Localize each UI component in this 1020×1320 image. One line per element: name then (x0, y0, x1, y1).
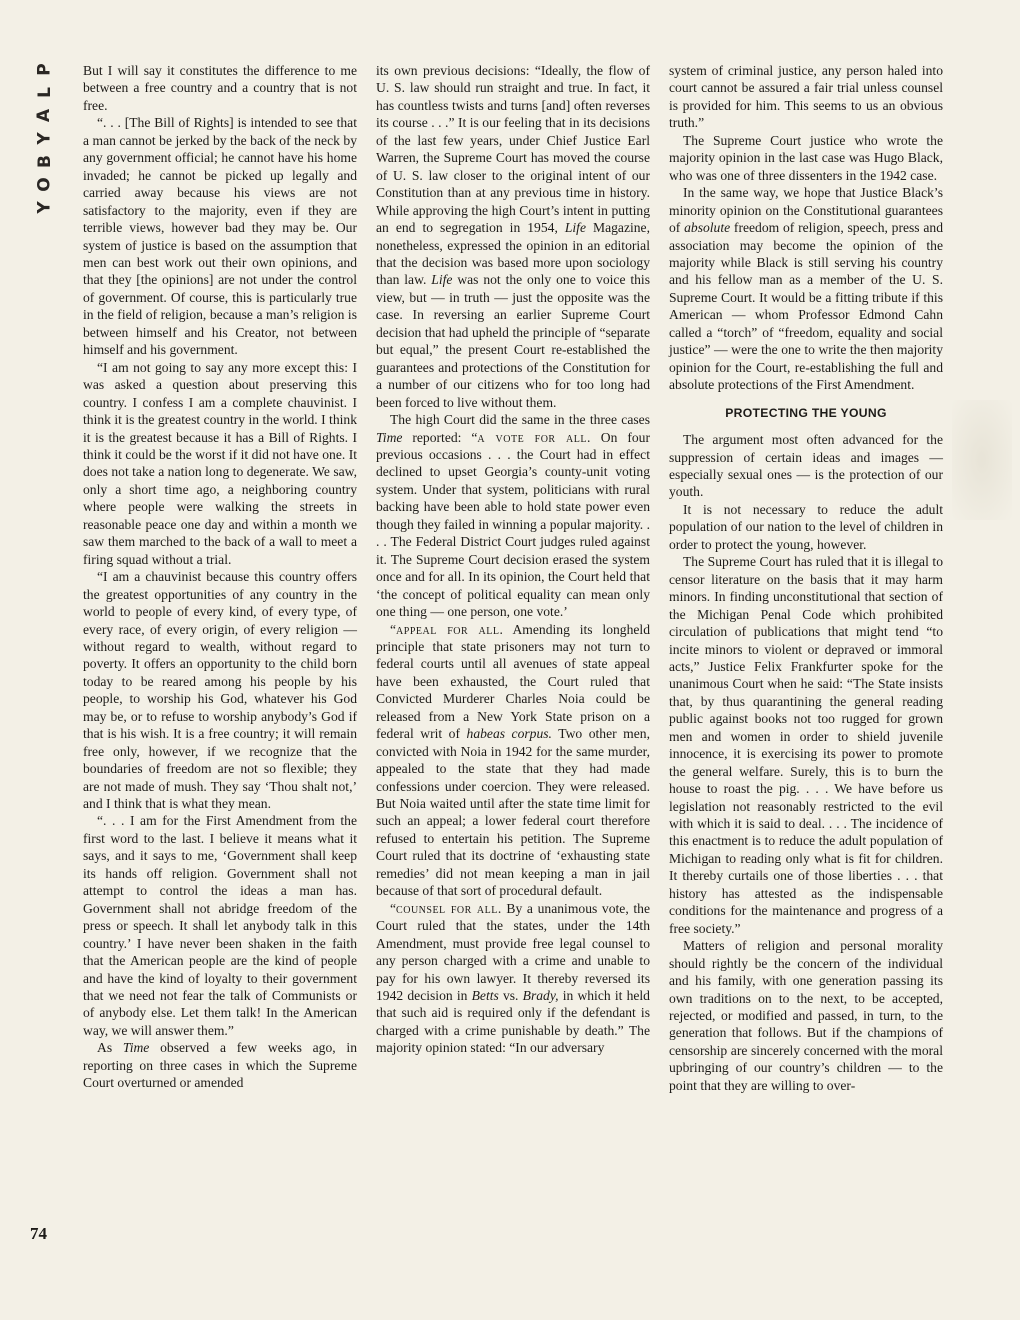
paragraph: The high Court did the same in the three cases Time reported: “a vote for all. On four previous occasions . . . the Court had in effect declined to upset Georgia’s county-unit voting system. Under that system, politicians with rural backing have been able to hold state power even though they failed in winning a popular majority. . . . The Federal District Court judges ruled against it. The Supreme Court decision erased the system once and for all. In its opinion, the Court held that ‘the concept of political equality can mean only one thing — one person, one vote.’ (376, 412, 650, 620)
paragraph: “I am a chauvinist because this country offers the greatest opportunities of any country in the world to people of every kind, of every type, of every race, of every origin, of every religion — without regard to wealth, without regard to poverty. It offers an opportunity to the child born today to be reared among his people by his people, to worship his God, whatever his God may be, or to refuse to worship anybody’s God if that is his wish. It is a free country; it will remain free only, however, if we recognize that the boundaries of freedom are not so flexible; they are not made of mush. They say ‘Thou shalt not,’ and I think that is what they mean. (83, 569, 357, 812)
paragraph: In the same way, we hope that Justice Black’s minority opinion on the Constitutional guarantees of absolute freedom of religion, speech, press and association may become the opinion of the majority while Black is still serving his country and his fellow man as a member of the U. S. Supreme Court. It would be a fitting tribute if this American — whom Professor Edmond Cahn called a “torch” of “freedom, equality and social justice” — were the one to write the then majority opinion for the Court, re-establishing the full and absolute protections of the First Amendment. (669, 185, 943, 393)
paragraph: “. . . [The Bill of Rights] is intended to see that a man cannot be jerked by the back of the neck by any government official; he cannot have his home invaded; he cannot be picked up legally and carried away because his views are not satisfactory to the majority, even if they are terrible views, however bad they may be. Our system of justice is based on the assumption that men can best work out their own opinions, and that they [the opinions] are not under the control of government. Of course, this is particularly true in the field of religion, because a man’s religion is between himself and his Creator, not between himself and his government. (83, 115, 357, 358)
paragraph: The Supreme Court justice who wrote the majority opinion in the last case was Hugo Black, who was one of three dissenters in the 1942 case. (669, 132, 943, 183)
paragraph: “. . . I am for the First Amendment from the first word to the last. I believe it means what it says, and it says to me, ‘Government shall keep its hands off religion. Government shall not attempt to control the ideas a man has. Government shall not abridge freedom of the press or speech. It shall let anybody talk in this country.’ I have never been shaken in the faith that the American people are the kind of people and have the kind of loyalty to their government that we need not fear the talk of Communists or of anybody else. Let them talk! In the American way, we will answer them.” (83, 813, 357, 1038)
paragraph: system of criminal justice, any person haled into court cannot be assured a fair trial unless counsel is provided for him. This seems to us an obvious truth.” (669, 63, 943, 131)
masthead-letter: Y (34, 132, 55, 145)
masthead-letter: A (34, 108, 55, 123)
paragraph: “counsel for all. By a unanimous vote, the Court ruled that the states, under the 14th Amendment, must provide free legal counsel to any person charged with a crime and unable to pay for his own lawyer. It thereby reversed its 1942 decision in Betts vs. Brady, in which it held that such aid is required only if the defendant is charged with a crime punishable by death.” The majority opinion stated: “In our adversary (376, 900, 650, 1056)
paragraph: Matters of religion and personal morality should rightly be the concern of the individual and his family, with one generation passing its own traditions on to the next, to be accepted, rejected, or modified and passed, in turn, to the generation that follows. But if the champions of censorship are sincerely concerned with the moral upbringing of our country’s children — to the point that they are willing to over- (669, 938, 943, 1093)
masthead-letter: L (34, 87, 55, 98)
masthead-vertical (30, 58, 60, 219)
masthead-letter: Y (34, 201, 55, 214)
column-2 (376, 62, 650, 1057)
paragraph: The Supreme Court has ruled that it is illegal to censor literature on the basis that it may harm minors. In finding unconstitutional that section of the Michigan Penal Code which prohibited circulation of publications that might tend “to incite minors to violent or depraved or immoral acts,” Justice Felix Frankfurter spoke for the unanimous Court when he said: “The State insists that, by thus quarantining the general reading public against books not too rugged for grown men and women in order to shield juvenile innocence, it is exercising its power to promote the general welfare. Surely, this is to burn the house to roast the pig. . . . We have before us legislation not reasonably restricted to the evil with which it is said to deal. . . . The incidence of this enactment is to reduce the adult population of Michigan to reading only what is fit for children. It thereby curtails one of those liberties . . . that history has attested as the indispensable conditions for the maintenance and progress of a free society.” (669, 554, 943, 936)
column-3 (669, 62, 943, 1094)
section-subhead: PROTECTING THE YOUNG (725, 405, 887, 420)
paper-stain (952, 400, 1012, 520)
masthead-letter: O (34, 177, 55, 192)
masthead-letter: B (34, 155, 55, 168)
page-number: 74 (30, 1224, 47, 1243)
paragraph: “I am not going to say any more except this: I was asked a question about preserving this country. I confess I am a complete chauvinist. I think it is the greatest country in the world. I think it is the greatest because it has a Bill of Rights. I think it could be the worst if it did not have one. It does not take a nation long to degenerate. We saw, only a short time ago, a neighboring country where people were walking the streets in reasonable peace one day and within a month we saw them marched to the back of a wall to meet a firing squad without a trial. (83, 359, 357, 567)
masthead-letter: P (34, 63, 55, 76)
paragraph: “appeal for all. Amending its longheld principle that state prisoners may not turn to federal courts until all avenues of state appeal have been exhausted, the Court ruled that Convicted Murderer Charles Noia could be released from a New York State prison on a federal writ of habeas corpus. Two other men, convicted with Noia in 1942 for the same murder, appealed to the state that they had made confessions under coercion. They were released. But Noia waited until after the state time limit for such an appeal; a lower federal court therefore refused to entertain his petition. The Supreme Court ruled that its doctrine of ‘exhausting state remedies’ did not mean keeping a man in jail because of that sort of procedural default. (376, 621, 651, 899)
paragraph: As Time observed a few weeks ago, in reporting on three cases in which the Supreme Court overturned or amended (83, 1040, 357, 1091)
paragraph: its own previous decisions: “Ideally, the flow of U. S. law should run straight and true. In fact, it has countless twists and turns [and] often reverses its course . . .” It is our feeling that in its decisions of the last few years, under Chief Justice Earl Warren, the Supreme Court has moved the course of U. S. law closer to the original intent of our Constitution than at any previous time in history. While approving the high Court’s intent in putting an end to segregation in 1954, Life Magazine, nonetheless, expressed the opinion in an editorial that the decision was based more upon sociology than law. Life was not the only one to voice this view, but — in truth — just the opposite was the case. In reversing an earlier Supreme Court decision that had upheld the principle of “separate but equal,” the present Court re-established the guarantees and protections of the Constitution for a number of our citizens who for too long had been forced to live without them. (376, 63, 650, 410)
paragraph: It is not necessary to reduce the adult population of our nation to the level of children in order to protect the young, however. (669, 501, 943, 552)
column-1 (83, 62, 357, 1092)
paragraph: But I will say it constitutes the difference to me between a free country and a country that is not free. (83, 63, 357, 113)
paragraph: The argument most often advanced for the suppression of certain ideas and images — especially sexual ones — is the protection of our youth. (669, 432, 943, 500)
